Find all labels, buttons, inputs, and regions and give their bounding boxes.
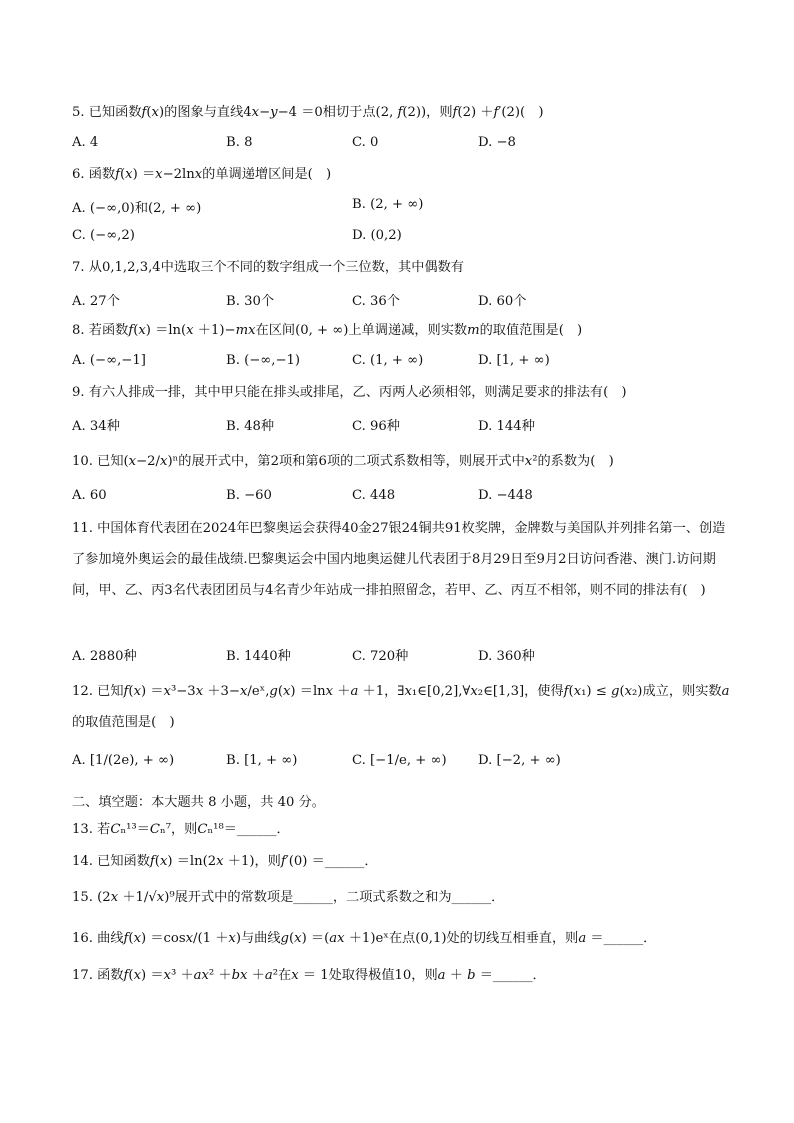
- question-11-options: [72, 645, 752, 665]
- option-d: D. 360种: [478, 649, 535, 664]
- option-c: C. 720种: [352, 649, 409, 664]
- option-a: A. (−∞,−1]: [72, 353, 146, 368]
- option-b: B. 48种: [226, 419, 275, 434]
- option-d: D. −8: [478, 135, 516, 150]
- option-c: C. 36个: [352, 294, 400, 309]
- option-a: A. 2880种: [72, 649, 137, 664]
- question-5-options: [72, 135, 752, 155]
- question-6-options-row1: [72, 197, 752, 217]
- option-b: B. (2, + ∞): [352, 197, 424, 212]
- question-8: 8. 若函数𝑓(𝑥) ＝ln(𝑥 ＋1)−𝑚𝑥在区间(0, + ∞)上单调递减，则实数𝑚的取值范围是( ): [72, 323, 583, 338]
- question-8-options: [72, 353, 752, 373]
- question-17: 17. 函数𝑓(𝑥) ＝𝑥³ ＋𝑎𝑥² ＋𝑏𝑥 ＋𝑎²在𝑥 ＝ 1处取得极值10，则𝑎 ＋ 𝑏 ＝______．: [72, 968, 546, 983]
- question-10-options: [72, 488, 752, 508]
- question-16: 16. 曲线𝑓(𝑥) ＝cos𝑥/(1 ＋𝑥)与曲线𝑔(𝑥) ＝(𝑎𝑥 ＋1)eˣ在点(0,1)处的切线互相垂直，则𝑎 ＝______．: [72, 931, 657, 946]
- question-6: 6. 函数𝑓(𝑥) ＝𝑥−2ln𝑥的单调递增区间是( ): [72, 167, 332, 182]
- question-12-options: [72, 753, 752, 773]
- question-11: 11. 中国体育代表团在2024年巴黎奥运会获得40金27银24铜共91枚奖牌，金牌数与美国队并列排名第一、创造了参加境外奥运会的最佳战绩.巴黎奥运会中国内地奥运健儿代表团于8月29日至9月2日访问香港、澳门.访问期间，甲、乙、丙3名代表团团员与4名青少年站成一排拍照留念，若甲、乙、丙互不相邻，则不同的排法有( ): [72, 521, 726, 598]
- question-15: 15. (2𝑥 ＋1/√𝑥)⁹展开式中的常数项是______，二项式系数之和为______．: [72, 890, 505, 905]
- section-heading: 二、填空题：本大题共 8 小题，共 40 分。: [72, 795, 325, 810]
- option-b: B. −60: [226, 488, 272, 503]
- question-14: 14. 已知函数𝑓(𝑥) ＝ln(2𝑥 ＋1)，则𝑓′(0) ＝______．: [72, 854, 378, 869]
- option-c: C. (−∞,2): [72, 228, 135, 243]
- option-b: B. 30个: [226, 294, 275, 309]
- option-d: D. [1, + ∞): [478, 353, 550, 368]
- option-c: C. 448: [352, 488, 396, 503]
- option-a: A. 34种: [72, 419, 120, 434]
- question-9-options: [72, 415, 752, 435]
- question-12: 12. 已知𝑓(𝑥) ＝𝑥³−3𝑥 ＋3−𝑥/eˣ,𝑔(𝑥) ＝ln𝑥 ＋𝑎 ＋1，∃𝑥₁∈[0,2],∀𝑥₂∈[1,3]，使得𝑓(𝑥₁) ≤ 𝑔(𝑥₂)成立，则实数𝑎的取值范围是( ): [72, 684, 730, 730]
- option-c: C. (1, + ∞): [352, 353, 424, 368]
- option-c: C. 96种: [352, 419, 400, 434]
- question-7: 7. 从0,1,2,3,4中选取三个不同的数字组成一个三位数，其中偶数有: [72, 260, 464, 275]
- option-a: A. [1/(2e), + ∞): [72, 753, 175, 768]
- option-d: D. [−2, + ∞): [478, 753, 561, 768]
- option-d: D. 144种: [478, 419, 535, 434]
- option-d: D. 60个: [478, 294, 527, 309]
- question-10: 10. 已知(𝑥−2/𝑥)ⁿ的展开式中，第2项和第6项的二项式系数相等，则展开式中𝑥²的系数为( ): [72, 454, 614, 469]
- option-a: A. 4: [72, 135, 99, 150]
- option-a: A. (−∞,0)和(2, + ∞): [72, 201, 202, 216]
- option-b: B. (−∞,−1): [226, 353, 301, 368]
- question-9: 9. 有六人排成一排，其中甲只能在排头或排尾，乙、丙两人必须相邻，则满足要求的排法有( ): [72, 385, 627, 400]
- option-a: A. 60: [72, 488, 107, 503]
- option-d: D. (0,2): [352, 228, 402, 243]
- option-a: A. 27个: [72, 294, 120, 309]
- option-c: C. 0: [352, 135, 379, 150]
- option-c: C. [−1/e, + ∞): [352, 753, 447, 768]
- option-b: B. 8: [226, 135, 253, 150]
- question-13: 13. 若𝐶ₙ¹³＝𝐶ₙ⁷，则𝐶ₙ¹⁸＝______．: [72, 822, 290, 837]
- question-6-options-row2: [72, 228, 752, 248]
- option-d: D. −448: [478, 488, 533, 503]
- question-5: 5. 已知函数𝑓(𝑥)的图象与直线4𝑥−𝑦−4 ＝0相切于点(2, 𝑓(2))，则𝑓(2) ＋𝑓′(2)( ): [72, 105, 544, 120]
- option-b: B. [1, + ∞): [226, 753, 298, 768]
- option-b: B. 1440种: [226, 649, 291, 664]
- question-7-options: [72, 290, 752, 310]
